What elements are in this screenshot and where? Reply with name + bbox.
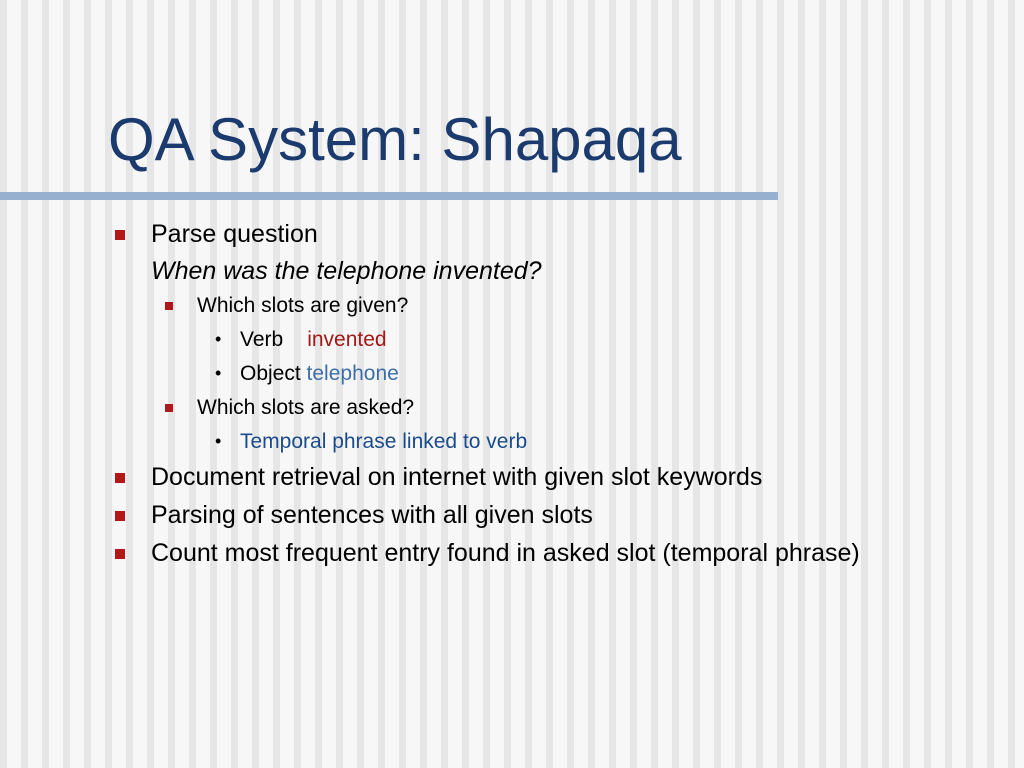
slot-verb-label: Verb: [240, 328, 284, 351]
bullet-square-icon: [115, 473, 125, 483]
slot-object: [240, 361, 399, 387]
bullet-given-slots: Which slots are given?: [197, 294, 409, 317]
bullet-square-icon: [115, 230, 125, 240]
bullet-parsing-sentences: Parsing of sentences with all given slots: [151, 501, 593, 529]
slot-temporal-phrase: Temporal phrase linked to verb: [240, 430, 528, 453]
bullet-square-icon: [115, 549, 125, 559]
slot-object-label: Object: [240, 362, 301, 385]
slot-verb-value: invented: [307, 328, 387, 351]
slide-title: QA System: Shapaqa: [108, 106, 682, 173]
bullet-square-icon: [115, 511, 125, 521]
title-underline-rule: [0, 192, 778, 200]
sub-bullet-square-icon: [165, 404, 173, 412]
slot-object-value: telephone: [306, 362, 399, 385]
bullet-document-retrieval: Document retrieval on internet with given slot keywords: [151, 463, 763, 491]
dot-bullet-icon: •: [215, 431, 222, 451]
sub-bullet-square-icon: [165, 302, 173, 310]
example-question: When was the telephone invented?: [151, 257, 542, 285]
bullet-parse-question: Parse question: [151, 220, 318, 248]
bullet-asked-slots: Which slots are asked?: [197, 396, 415, 419]
dot-bullet-icon: •: [215, 329, 222, 349]
bullet-count-frequent: Count most frequent entry found in asked slot (temporal phrase): [151, 539, 860, 567]
slot-verb: [240, 327, 387, 353]
dot-bullet-icon: •: [215, 363, 222, 383]
